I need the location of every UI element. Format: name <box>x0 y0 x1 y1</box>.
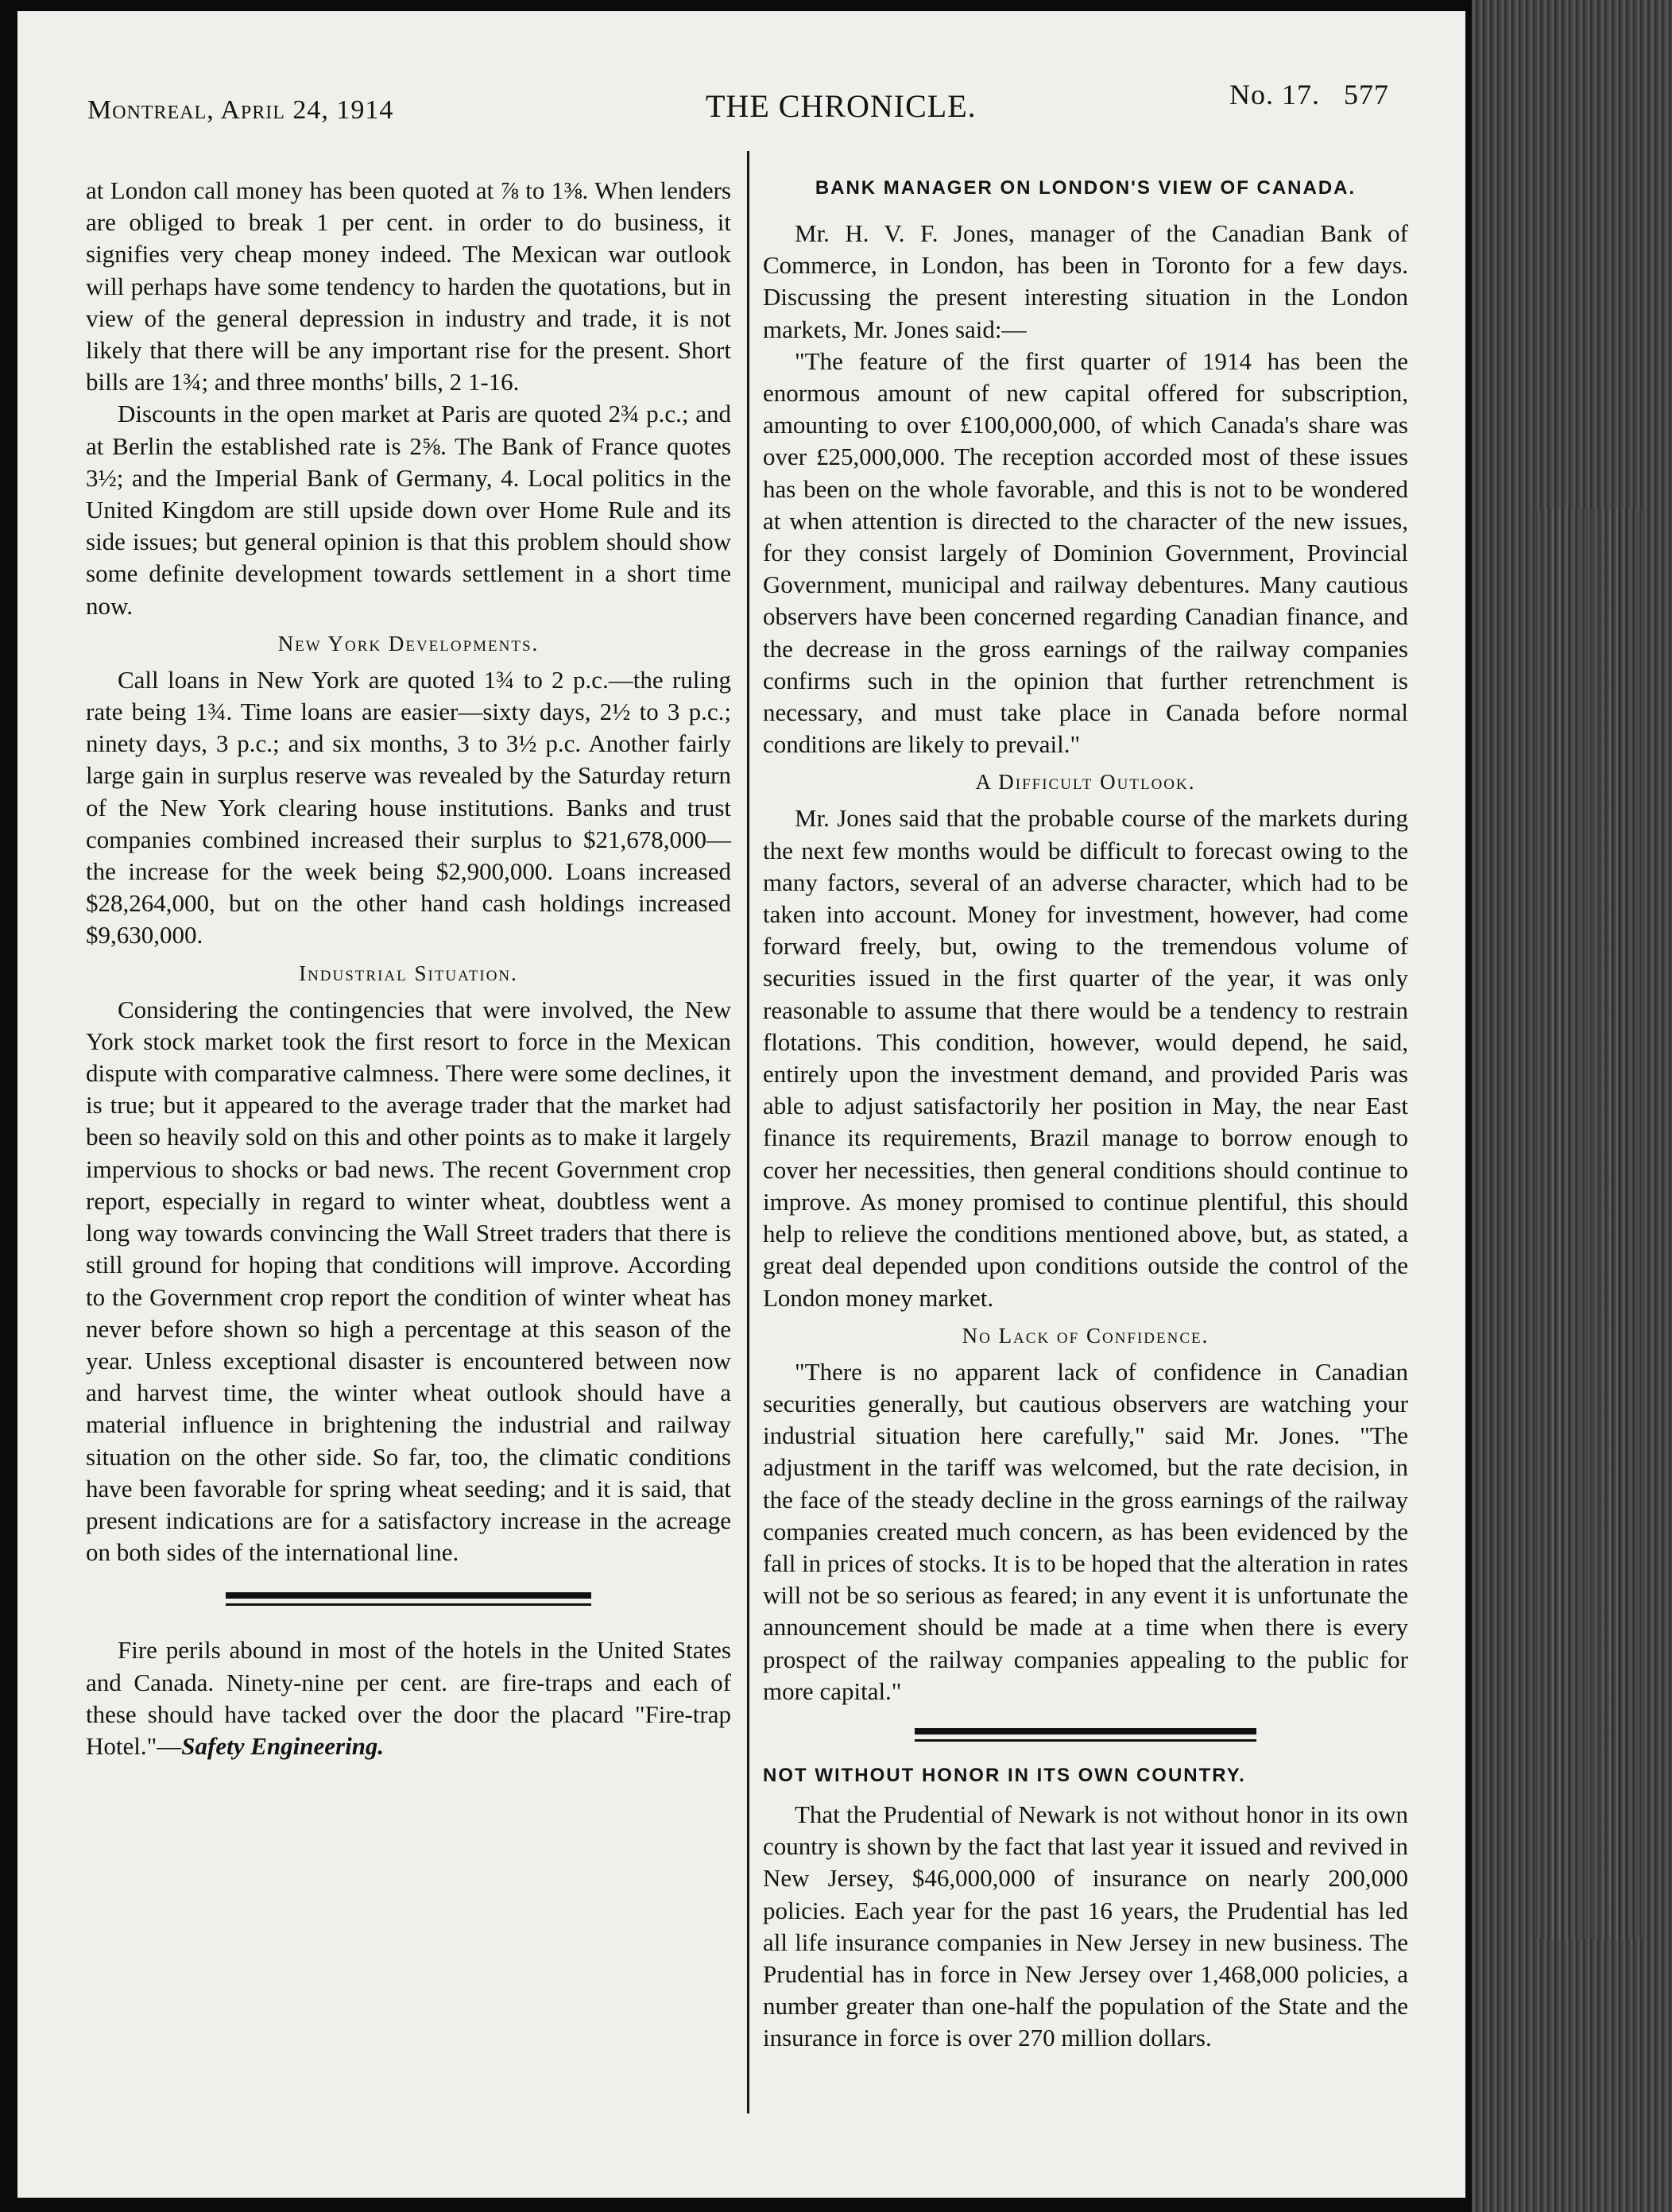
issue-page-number: No. 17. 577 <box>1229 79 1389 110</box>
subhead-industrial-situation: Industrial Situation. <box>299 961 518 985</box>
paragraph-market-course: Mr. Jones said that the probable course of the markets during the next few months would be difficult to forecast owing to the many factors, several of an adverse character, which had to be taken into account. Money for investment, however, had come forward freely, but, owing to the tremendous volume of securities issued in the first quarter of the year, it was only reasonable to assume that there would be a tendency to restrain flotations. This condition, however, would depend, he said, entirely upon the investment demand, and provided Paris was able to adjust satisfactorily her position in May, the near East finance its requirements, Brazil manage to borrow enough to cover her necessities, then general conditions should continue to improve. As money promised to continue plentiful, this should help to relieve the conditions mentioned above, but, as stated, a great deal depended upon conditions outside the control of the London money market. <box>763 804 1408 1312</box>
paragraph-fire-perils <box>86 1634 731 1762</box>
paragraph-stock-market: Considering the contingencies that were involved, the New York stock market took the first resort to force in the Mexican dispute with comparative calmness. There were some declines, it is true; but it appeared to the average trader that the market had been so heavily sold on this and other points as to make it largely impervious to shocks or bad news. The recent Government crop report, especially in regard to winter wheat, doubtless went a long way towards convincing the Wall Street traders that there is still ground for hoping that conditions will improve. According to the Government crop report the condition of winter wheat has never before shown so high a percentage at this season of the year. Unless exceptional disaster is encountered between now and harvest time, the winter wheat outlook should have a material influence in brightening the industrial and railway situation on the other side. So far, too, the climatic conditions have been favorable for spring wheat seeding; and it is said, that present indications are for a satisfactory increase in the acreage on both sides of the international line. <box>86 995 731 1567</box>
paragraph-prudential: That the Prudential of Newark is not without honor in its own country is shown by the fact that last year it issued and revived in New Jersey, $46,000,000 of insurance on nearly 200,000 policies. Each year for the past 16 years, the Prudential has led all life insurance companies in New Jersey in new business. The Prudential has in force in New Jersey over 1,468,000 policies, a number greater than one-half the population of the State and the insurance in force is over 270 million dollars. <box>763 1800 1408 2052</box>
section-divider-right <box>915 1728 1256 1742</box>
heading-not-without-honor: NOT WITHOUT HONOR IN ITS OWN COUNTRY. <box>763 1764 1246 1786</box>
column-divider <box>747 151 749 2113</box>
paragraph-jones-intro: Mr. H. V. F. Jones, manager of the Canadian Bank of Commerce, in London, has been in Toronto for a few days. Discussing the present interesting situation in the London markets, Mr. Jones said:— <box>763 219 1408 343</box>
subhead-no-lack-of-confidence: No Lack of Confidence. <box>962 1323 1209 1348</box>
fire-perils-source: Safety Engineering. <box>181 1731 385 1760</box>
masthead-title: THE CHRONICLE. <box>706 88 977 124</box>
page-header <box>62 72 1389 135</box>
paragraph-paris-discounts: Discounts in the open market at Paris are quoted 2¾ p.c.; and at Berlin the established rate is 2⅝. The Bank of France quotes 3½; and the Imperial Bank of Germany, 4. Local politics in the United Kingdom are still upside down over Home Rule and its side issues; but general opinion is that this problem should show some definite development towards settlement in a short time now. <box>86 400 731 620</box>
right-column <box>763 175 1408 2055</box>
subhead-difficult-outlook: A Difficult Outlook. <box>975 770 1196 795</box>
book-spine-texture <box>1534 509 1645 1939</box>
paragraph-first-quarter: "The feature of the first quarter of 1914 has been the enormous amount of new capital offered for subscription, amounting to over £100,000,000, of which Canada's share was over £25,000,000. The reception accorded most of these issues has been on the whole favorable, and this is not to be wondered at when attention is directed to the character of the new issues, for they consist largely of Dominion Government, Provincial Government, municipal and railway debentures. Many cautious observers have been concerned regarding Canadian finance, and the decrease in the gross earnings of the railway companies confirms such in the opinion that further retrenchment is necessary, and must take place in Canada before normal conditions are likely to prevail." <box>763 346 1408 759</box>
paragraph-london-money: at London call money has been quoted at ⅞ to 1⅜. When lenders are obliged to break 1 per cent. in order to do business, it signifies very cheap money indeed. The Mexican war outlook will perhaps have some tendency to harden the quotations, but in view of the general depression in industry and trade, it is not likely that there will be any important rise for the present. Short bills are 1¾; and three months' bills, 2 1-16. <box>86 176 731 396</box>
paragraph-confidence: "There is no apparent lack of confidence in Canadian securities generally, but cautious observers are watching your industrial situation here carefully," said Mr. Jones. "The adjustment in the tariff was welcomed, but the rate decision, in the face of the steady decline in the gross earnings of the railway companies created much concern, as has been evidenced by the fall in prices of stocks. It is to be hoped that the alteration in rates will not be so serious as feared; in any event it is unfortunate the announcement should be made at a time when there is every prospect of the railway companies appealing to the public for more capital." <box>763 1357 1408 1705</box>
paragraph-call-loans: Call loans in New York are quoted 1¾ to 2 p.c.—the ruling rate being 1¾. Time loans are easier—sixty days, 2½ to 3 p.c.; ninety days, 3 p.c.; and six months, 3 to 3½ p.c. Another fairly large gain in surplus reserve was revealed by the Saturday return of the New York clearing house institutions. Banks and trust companies combined increased their surplus to $21,678,000—the increase for the week being $2,900,000. Loans increased $28,264,000, but on the other hand cash holdings increased $9,630,000. <box>86 665 731 949</box>
fire-perils-text: Fire perils abound in most of the hotels in the United States and Canada. Ninety-nine per cent. are fire-traps and each of these should have tacked over the door the placard "Fire-trap Hotel."— <box>86 1636 731 1760</box>
section-divider <box>226 1592 591 1606</box>
subhead-new-york-developments: New York Developments. <box>277 631 540 655</box>
dateline: Montreal, April 24, 1914 <box>87 95 394 125</box>
heading-bank-manager: BANK MANAGER ON LONDON'S VIEW OF CANADA. <box>815 177 1357 199</box>
left-column <box>86 175 731 1762</box>
